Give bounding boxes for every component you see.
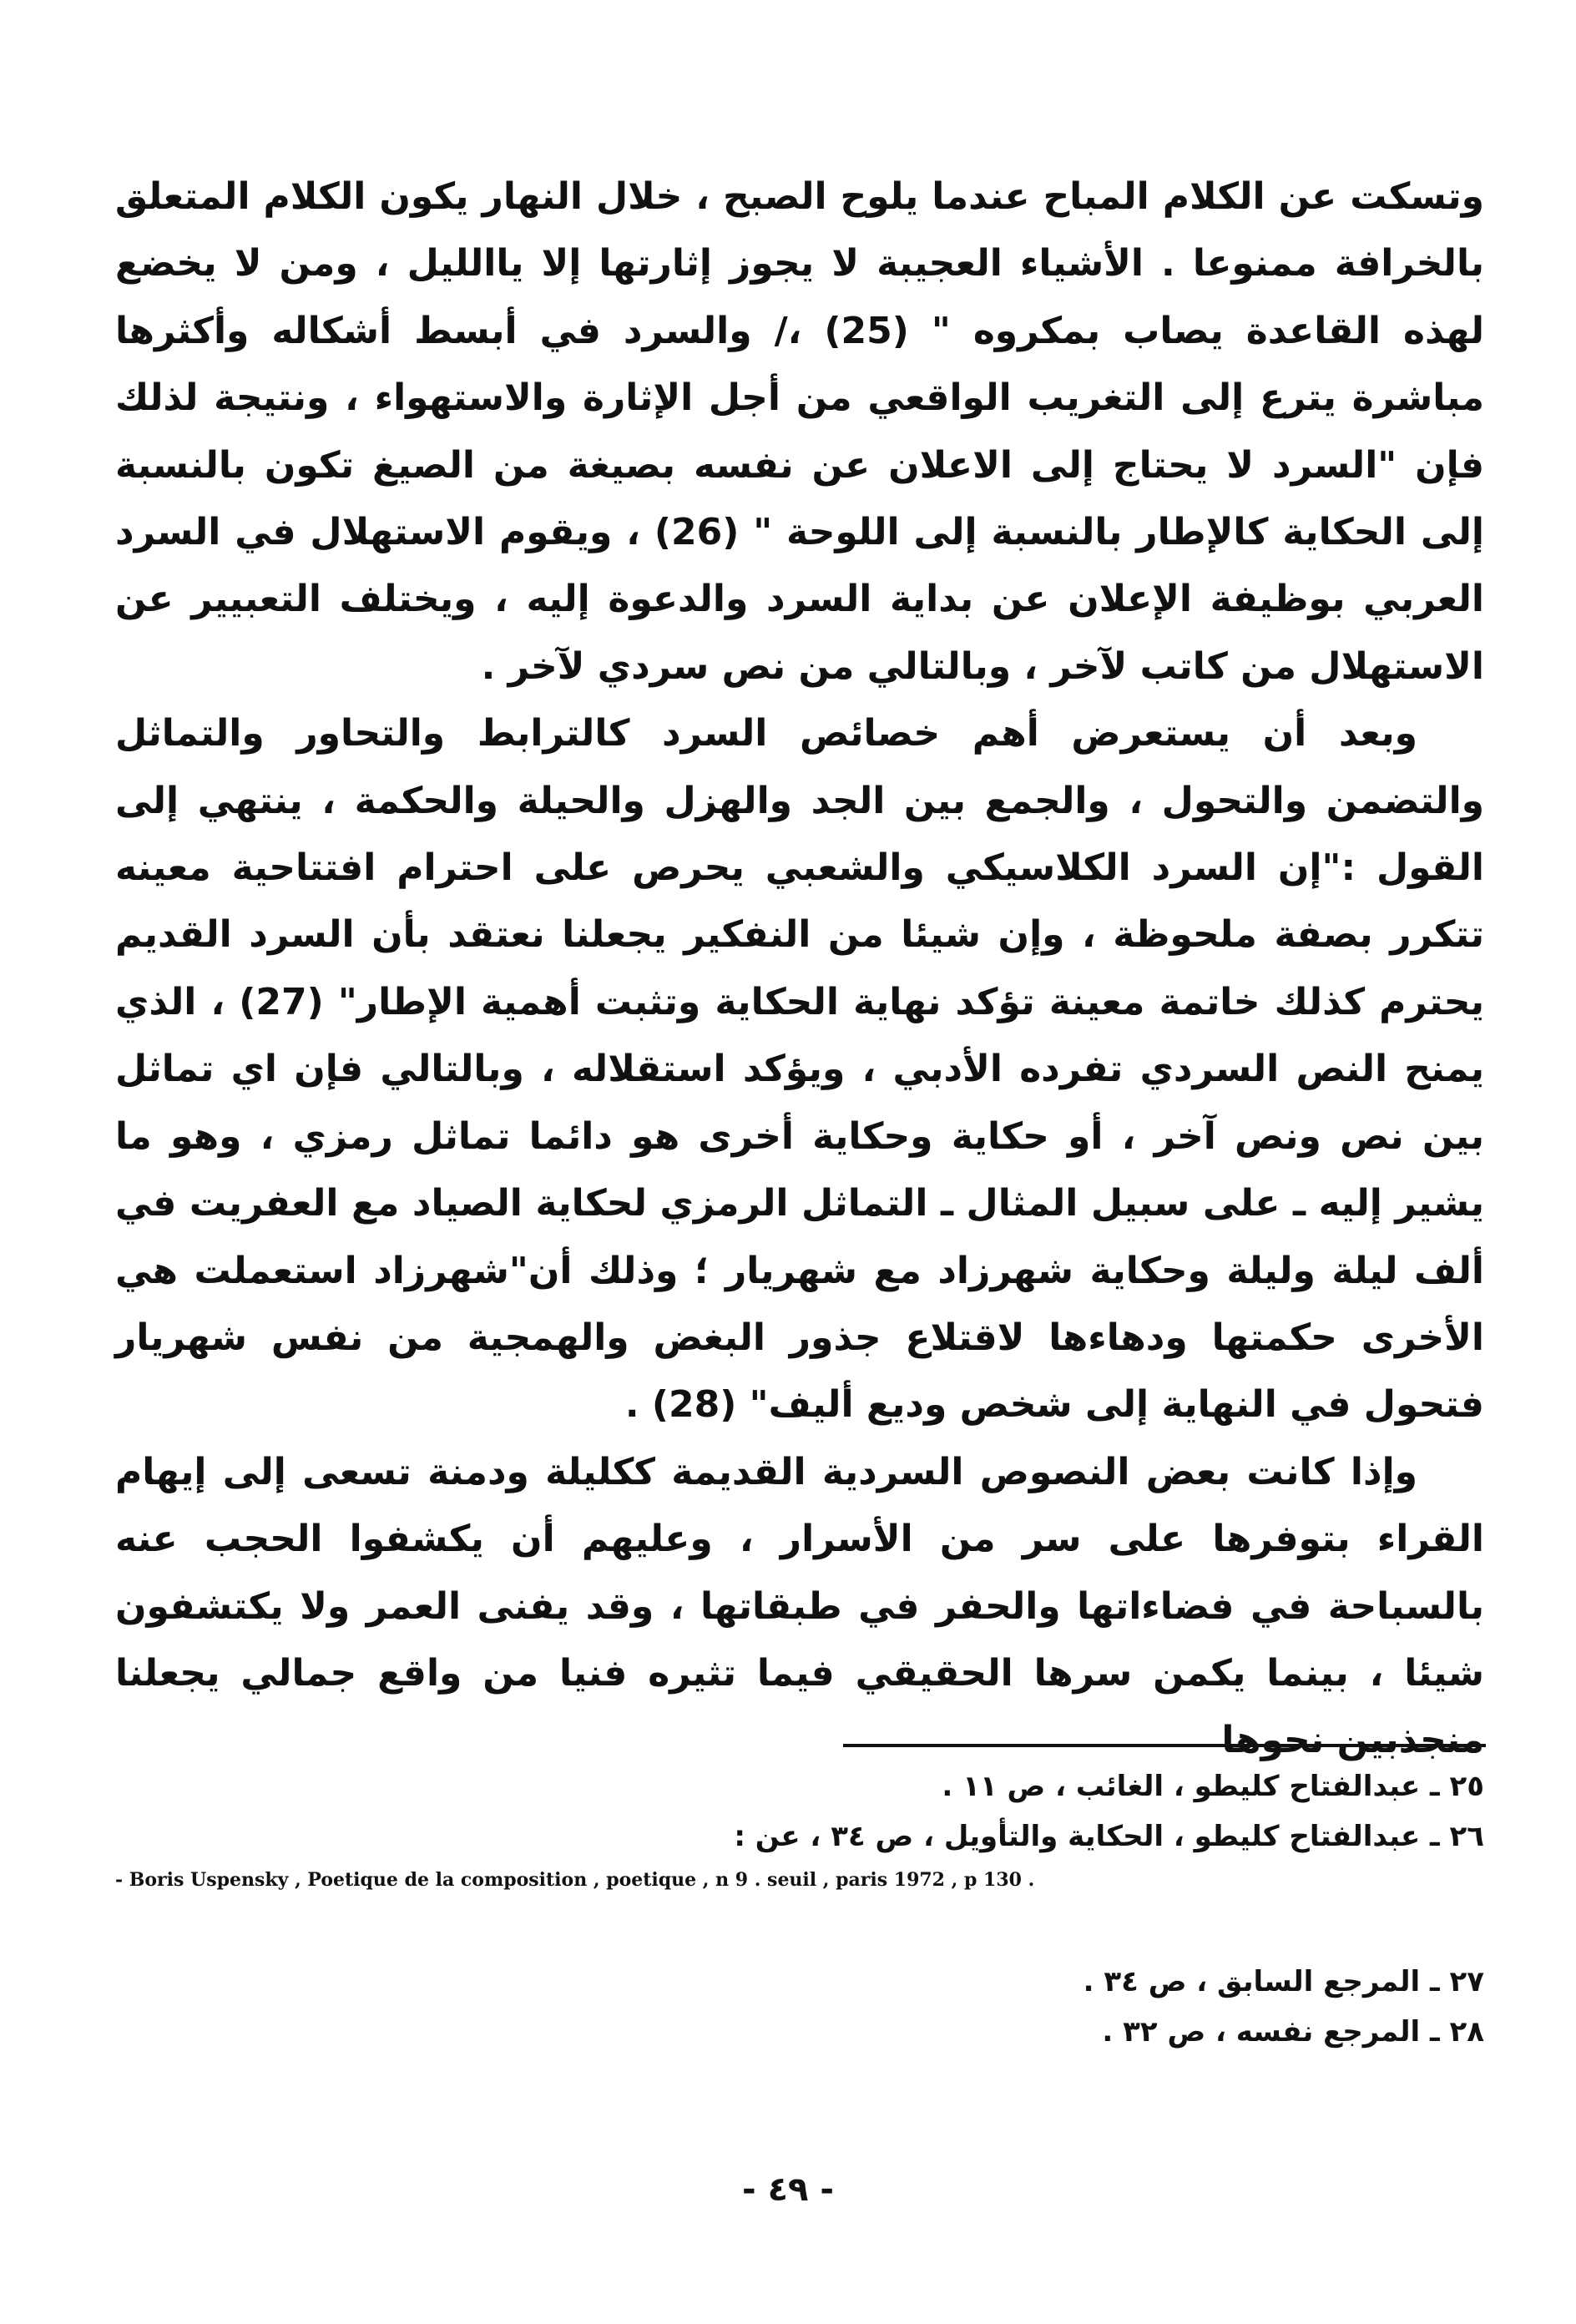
footnote-26-source: - Boris Uspensky , Poetique de la composition , poetique , n 9 . seuil , paris 1972 , p 130 . [115,1869,1035,1891]
footnote-26: ٢٦ ـ عبدالفتاح كليطو ، الحكاية والتأويل ، ص ٣٤ ، عن : [734,1820,1484,1853]
footnote-25: ٢٥ ـ عبدالفتاح كليطو ، الغائب ، ص ١١ . [942,1770,1484,1803]
footnote-28: ٢٨ ـ المرجع نفسه ، ص ٣٢ . [1102,2015,1484,2049]
main-text [115,164,1484,1775]
footnote-27: ٢٧ ـ المرجع السابق ، ص ٣٤ . [1083,1965,1484,1998]
paragraph-2: وبعد أن يستعرض أهم خصائص السرد كالترابط والتحاور والتماثل والتضمن والتحول ، والجمع بين الجد والهزل والحيلة والحكمة ، ينتهي إلى القول :"إن السرد الكلاسيكي والشعبي يحرص على احترام افتتاحية معينه تتكرر بصفة ملحوظة ، وإن شيئا من النفكير يجعلنا نعتقد بأن السرد القديم يحترم كذلك خاتمة معينة تؤكد نهاية الحكاية وتثبت أهمية الإطار" (27) ، الذي يمنح النص السردي تفرده الأدبي ، ويؤكد استقلاله ، وبالتالي فإن اي تماثل بين نص ونص آخر ، أو حكاية وحكاية أخرى هو دائما تماثل رمزي ، وهو ما يشير إليه ـ على سبيل المثال ـ التماثل الرمزي لحكاية الصياد مع العفريت في ألف ليلة وليلة وحكاية شهرزاد مع شهريار ؛ وذلك أن"شهرزاد استعملت هي الأخرى حكمتها ودهاءها لاقتلاع جذور البغض والهمجية من نفس شهريار فتحول في النهاية إلى شخص وديع أليف" (28) . [115,712,1484,1427]
paragraph-1: وتسكت عن الكلام المباح عندما يلوح الصبح ، خلال النهار يكون الكلام المتعلق بالخرافة ممنوعا . الأشياء العجيبة لا يجوز إثارتها إلا ياالليل ، ومن لا يخضع لهذه القاعدة يصاب بمكروه " (25) ،/ والسرد في أبسط أشكاله وأكثرها مباشرة يترع إلى التغريب الواقعي من أجل الإثارة والاستهواء ، ونتيجة لذلك فإن "السرد لا يحتاج إلى الاعلان عن نفسه بصيغة من الصيغ تكون بالنسبة إلى الحكاية كالإطار بالنسبة إلى اللوحة " (26) ، ويقوم الاستهلال في السرد العربي بوظيفة الإعلان عن بداية السرد والدعوة إليه ، ويختلف التعبيير عن الاستهلال من كاتب لآخر ، وبالتالي من نص سردي لآخر . [115,175,1484,688]
footnotes-block-1 [115,1761,1484,1898]
page-number: - ٤٩ - [742,2170,834,2209]
footnotes-block-2 [115,1957,1484,2057]
paragraph-3: وإذا كانت بعض النصوص السردية القديمة ككليلة ودمنة تسعى إلى إيهام القراء بتوفرها على سر من الأسرار ، وعليهم أن يكشفوا الحجب عنه بالسباحة في فضاءاتها والحفر في طبقاتها ، وقد يفنى العمر ولا يكتشفون شيئا ، بينما يكمن سرها الحقيقي فيما تثيره فنيا من واقع جمالي يجعلنا منجذبين نحوها [115,1450,1484,1762]
footnote-divider [843,1744,1486,1747]
